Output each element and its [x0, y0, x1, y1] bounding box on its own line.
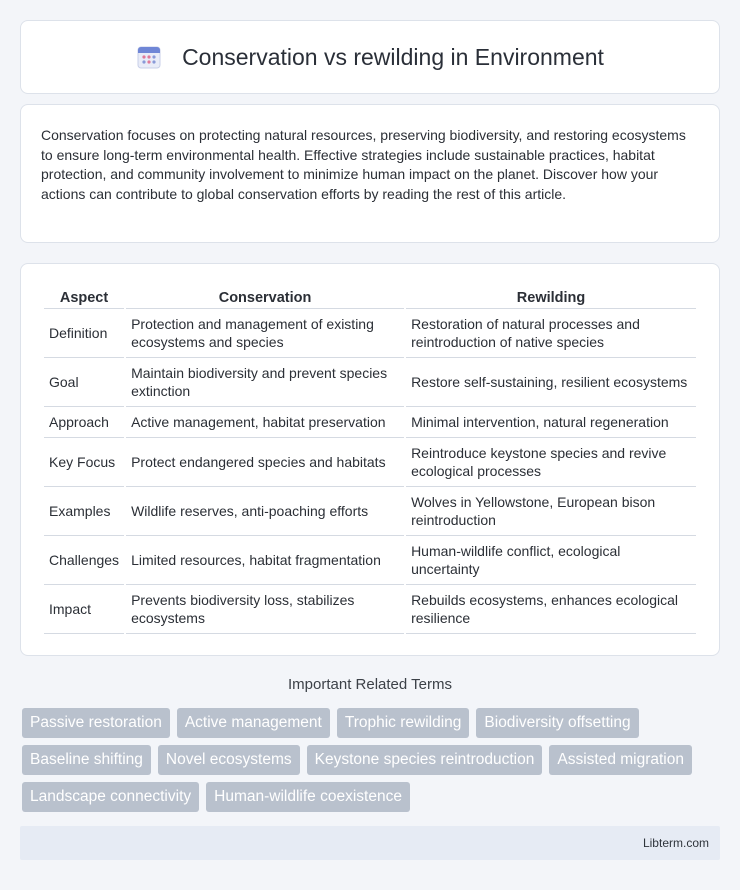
row-aspect: Challenges — [44, 536, 124, 585]
intro-text: Conservation focuses on protecting natural resources, preserving biodiversity, and restoring ecosystems to ensure long-term environmental health. Effective strategies include sustainable practices, habitat protection, and community involvement to minimize human impact on the planet. Discover how your actions can contribute to global conservation efforts by reading the rest of this article. — [41, 127, 686, 202]
table-row — [44, 585, 696, 634]
footer-site-link[interactable]: Libterm.com — [642, 836, 709, 850]
table-row — [44, 438, 696, 487]
table-row — [44, 536, 696, 585]
row-conservation: Prevents biodiversity loss, stabilizes ecosystems — [126, 585, 404, 634]
table-row — [44, 487, 696, 536]
row-aspect: Examples — [44, 487, 124, 536]
row-conservation: Maintain biodiversity and prevent species extinction — [126, 358, 404, 407]
related-terms-title: Important Related Terms — [288, 676, 452, 693]
related-term-tag[interactable]: Keystone species reintroduction — [307, 745, 543, 775]
table-row — [44, 309, 696, 358]
row-rewilding: Human-wildlife conflict, ecological uncertainty — [406, 536, 696, 585]
header-aspect: Aspect — [44, 284, 124, 309]
calendar-grid-icon — [136, 44, 162, 70]
related-term-tag[interactable]: Human-wildlife coexistence — [206, 782, 410, 812]
header-conservation: Conservation — [126, 284, 404, 309]
table-row — [44, 358, 696, 407]
row-rewilding: Wolves in Yellowstone, European bison reintroduction — [406, 487, 696, 536]
related-term-tag[interactable]: Landscape connectivity — [22, 782, 199, 812]
related-terms-list — [22, 708, 722, 812]
related-term-tag[interactable]: Trophic rewilding — [337, 708, 470, 738]
related-term-tag[interactable]: Passive restoration — [22, 708, 170, 738]
row-rewilding: Rebuilds ecosystems, enhances ecological resilience — [406, 585, 696, 634]
table-row — [44, 407, 696, 438]
row-rewilding: Restoration of natural processes and reintroduction of native species — [406, 309, 696, 358]
related-term-tag[interactable]: Assisted migration — [549, 745, 692, 775]
row-conservation: Limited resources, habitat fragmentation — [126, 536, 404, 585]
row-conservation: Protection and management of existing ecosystems and species — [126, 309, 404, 358]
related-term-tag[interactable]: Biodiversity offsetting — [476, 708, 638, 738]
page-title: Conservation vs rewilding in Environment — [182, 43, 604, 70]
comparison-table-card — [20, 263, 720, 656]
row-aspect: Approach — [44, 407, 124, 438]
related-term-tag[interactable]: Novel ecosystems — [158, 745, 300, 775]
intro-card — [20, 104, 720, 243]
row-rewilding: Reintroduce keystone species and revive ecological processes — [406, 438, 696, 487]
related-term-tag[interactable]: Active management — [177, 708, 330, 738]
header-card — [20, 20, 720, 94]
comparison-table — [42, 284, 698, 634]
related-term-tag[interactable]: Baseline shifting — [22, 745, 151, 775]
footer — [20, 826, 720, 860]
header-rewilding: Rewilding — [406, 284, 696, 309]
row-rewilding: Restore self-sustaining, resilient ecosystems — [406, 358, 696, 407]
row-conservation: Protect endangered species and habitats — [126, 438, 404, 487]
row-rewilding: Minimal intervention, natural regeneration — [406, 407, 696, 438]
row-aspect: Key Focus — [44, 438, 124, 487]
row-aspect: Impact — [44, 585, 124, 634]
table-header-row — [44, 284, 696, 309]
row-conservation: Wildlife reserves, anti-poaching efforts — [126, 487, 404, 536]
row-aspect: Goal — [44, 358, 124, 407]
row-aspect: Definition — [44, 309, 124, 358]
row-conservation: Active management, habitat preservation — [126, 407, 404, 438]
